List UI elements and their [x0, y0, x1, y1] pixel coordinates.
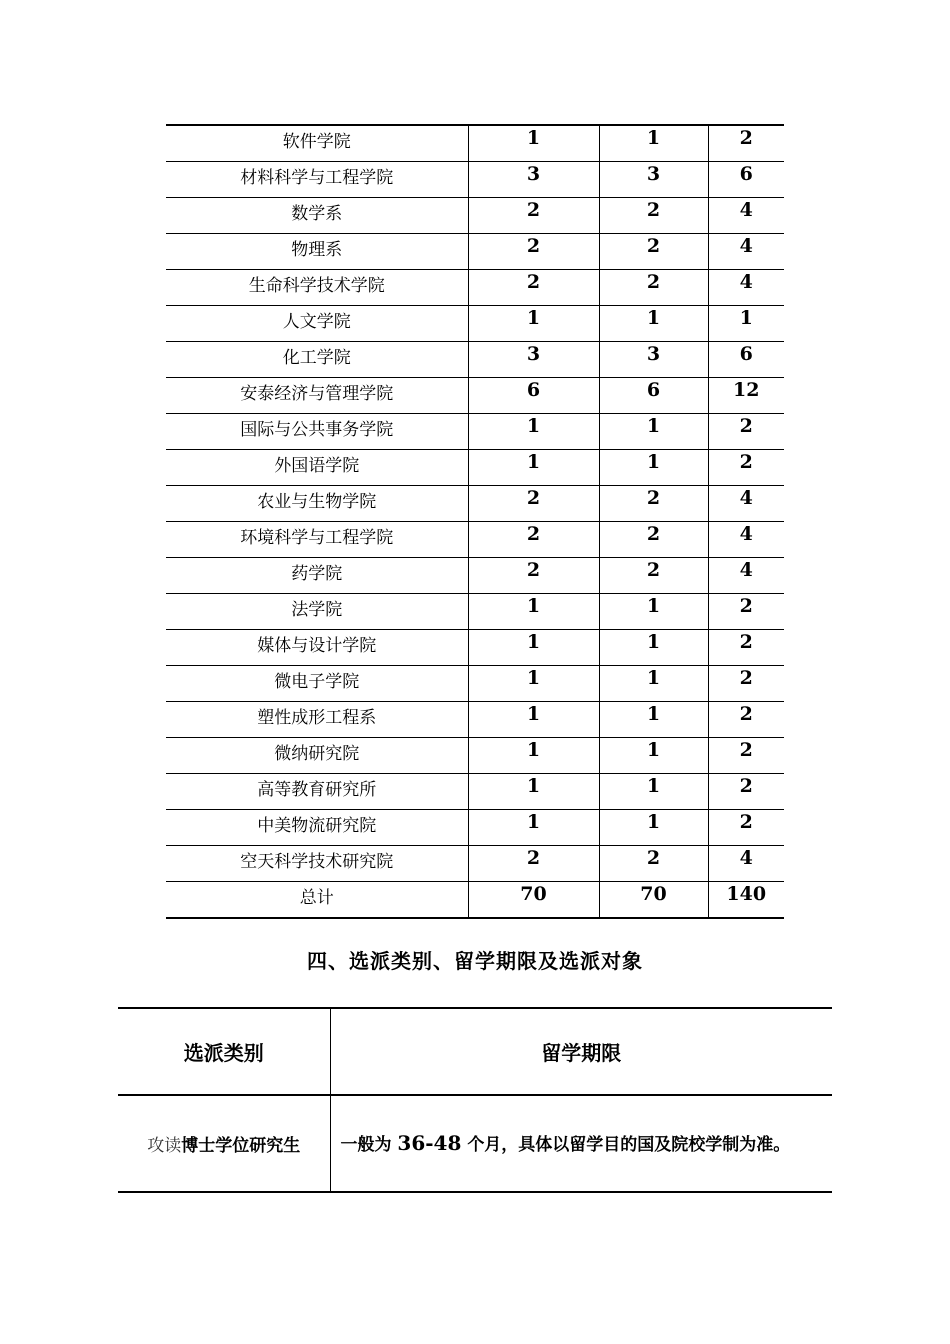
- quota-total: 1: [708, 306, 784, 342]
- quota-a: 1: [468, 306, 599, 342]
- quota-a: 1: [468, 450, 599, 486]
- quota-b: 1: [599, 630, 708, 666]
- quota-a: 1: [468, 630, 599, 666]
- period-prefix: 一般为: [340, 1134, 392, 1155]
- category-main: 博士学位研究生: [181, 1136, 301, 1156]
- quota-b: 1: [599, 306, 708, 342]
- college-name: 人文学院: [166, 306, 468, 342]
- quota-b: 1: [599, 738, 708, 774]
- quota-a: 2: [468, 486, 599, 522]
- quota-a: 2: [468, 270, 599, 306]
- quota-b: 2: [599, 522, 708, 558]
- category-header-row: [118, 1008, 832, 1095]
- quota-total: 140: [708, 882, 784, 919]
- college-name: 高等教育研究所: [166, 774, 468, 810]
- quota-b: 2: [599, 234, 708, 270]
- college-name: 媒体与设计学院: [166, 630, 468, 666]
- quota-a: 1: [468, 774, 599, 810]
- quota-total: 2: [708, 702, 784, 738]
- quota-a: 2: [468, 846, 599, 882]
- quota-b: 1: [599, 702, 708, 738]
- quota-total: 12: [708, 378, 784, 414]
- table-row: [166, 234, 784, 270]
- quota-total: 2: [708, 666, 784, 702]
- quota-a: 3: [468, 162, 599, 198]
- college-name: 农业与生物学院: [166, 486, 468, 522]
- college-name: 软件学院: [166, 125, 468, 162]
- period-suffix: 个月，具体以留学目的国及院校学制为准。: [467, 1134, 791, 1155]
- college-name: 材料科学与工程学院: [166, 162, 468, 198]
- quota-b: 6: [599, 378, 708, 414]
- quota-a: 1: [468, 414, 599, 450]
- quota-b: 2: [599, 270, 708, 306]
- college-name: 物理系: [166, 234, 468, 270]
- table-row: [166, 125, 784, 162]
- college-quota-table: [166, 124, 784, 919]
- quota-total: 2: [708, 774, 784, 810]
- quota-a: 70: [468, 882, 599, 919]
- quota-total: 4: [708, 198, 784, 234]
- table-row: [166, 846, 784, 882]
- quota-b: 1: [599, 594, 708, 630]
- quota-a: 1: [468, 125, 599, 162]
- college-name: 药学院: [166, 558, 468, 594]
- category-row: [118, 1095, 832, 1192]
- college-name: 微纳研究院: [166, 738, 468, 774]
- college-name: 化工学院: [166, 342, 468, 378]
- quota-total: 2: [708, 450, 784, 486]
- table-row: [166, 198, 784, 234]
- quota-total: 4: [708, 522, 784, 558]
- quota-total: 4: [708, 486, 784, 522]
- table-row: [166, 450, 784, 486]
- quota-total: 2: [708, 630, 784, 666]
- quota-total: 2: [708, 125, 784, 162]
- college-name: 外国语学院: [166, 450, 468, 486]
- quota-total: 6: [708, 162, 784, 198]
- quota-b: 3: [599, 342, 708, 378]
- quota-a: 1: [468, 738, 599, 774]
- quota-b: 1: [599, 810, 708, 846]
- quota-a: 1: [468, 666, 599, 702]
- quota-b: 1: [599, 414, 708, 450]
- quota-total: 4: [708, 234, 784, 270]
- table-row: [166, 810, 784, 846]
- quota-total: 2: [708, 414, 784, 450]
- college-name: 微电子学院: [166, 666, 468, 702]
- quota-a: 1: [468, 594, 599, 630]
- table-row: [166, 486, 784, 522]
- quota-a: 2: [468, 522, 599, 558]
- college-name: 环境科学与工程学院: [166, 522, 468, 558]
- college-name: 法学院: [166, 594, 468, 630]
- category-prefix: 攻读: [147, 1136, 182, 1156]
- table-row: [166, 342, 784, 378]
- table-row: [166, 522, 784, 558]
- quota-total: 4: [708, 846, 784, 882]
- quota-b: 2: [599, 198, 708, 234]
- quota-table-body: [166, 125, 784, 918]
- quota-b: 3: [599, 162, 708, 198]
- quota-total: 2: [708, 594, 784, 630]
- college-name: 塑性成形工程系: [166, 702, 468, 738]
- college-name: 国际与公共事务学院: [166, 414, 468, 450]
- table-row: [166, 558, 784, 594]
- quota-a: 1: [468, 810, 599, 846]
- quota-b: 2: [599, 558, 708, 594]
- quota-a: 1: [468, 702, 599, 738]
- table-row: [166, 774, 784, 810]
- header-category: 选派类别: [118, 1008, 330, 1095]
- quota-b: 70: [599, 882, 708, 919]
- college-name: 空天科学技术研究院: [166, 846, 468, 882]
- table-row: [166, 378, 784, 414]
- quota-total: 2: [708, 738, 784, 774]
- quota-b: 2: [599, 486, 708, 522]
- table-row: [166, 306, 784, 342]
- table-row: [166, 666, 784, 702]
- quota-total: 6: [708, 342, 784, 378]
- quota-total: 2: [708, 810, 784, 846]
- quota-b: 1: [599, 774, 708, 810]
- quota-b: 1: [599, 125, 708, 162]
- table-row: [166, 594, 784, 630]
- table-row: [166, 414, 784, 450]
- quota-a: 6: [468, 378, 599, 414]
- quota-b: 2: [599, 846, 708, 882]
- table-row: [166, 702, 784, 738]
- period-cell: [330, 1095, 832, 1192]
- quota-b: 1: [599, 666, 708, 702]
- quota-total: 4: [708, 558, 784, 594]
- college-name: 安泰经济与管理学院: [166, 378, 468, 414]
- period-range: 36-48: [397, 1130, 462, 1155]
- table-row: [166, 270, 784, 306]
- table-row: [166, 630, 784, 666]
- table-row: [166, 162, 784, 198]
- section-heading: 四、选派类别、留学期限及选派对象: [307, 949, 643, 973]
- quota-total: 4: [708, 270, 784, 306]
- header-period: 留学期限: [330, 1008, 832, 1095]
- total-row: [166, 882, 784, 919]
- category-cell: [118, 1095, 330, 1192]
- college-name: 中美物流研究院: [166, 810, 468, 846]
- college-name: 总计: [166, 882, 468, 919]
- quota-a: 3: [468, 342, 599, 378]
- table-row: [166, 738, 784, 774]
- college-name: 数学系: [166, 198, 468, 234]
- college-name: 生命科学技术学院: [166, 270, 468, 306]
- quota-b: 1: [599, 450, 708, 486]
- quota-a: 2: [468, 198, 599, 234]
- quota-a: 2: [468, 558, 599, 594]
- quota-a: 2: [468, 234, 599, 270]
- category-period-table: [118, 1007, 832, 1193]
